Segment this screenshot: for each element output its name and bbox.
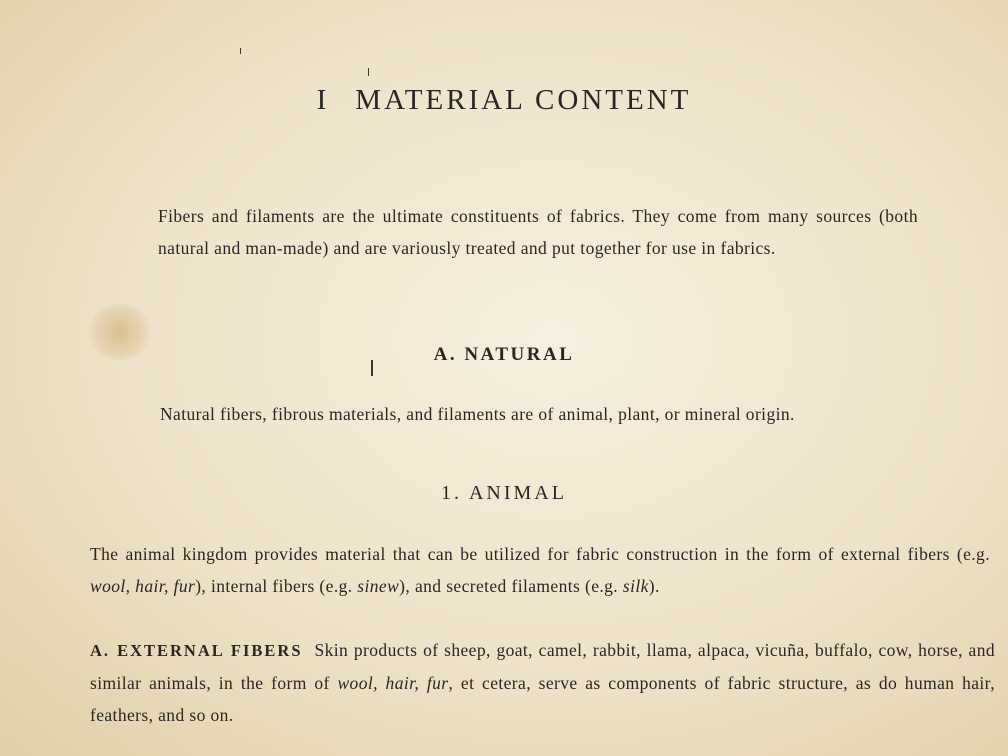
animal-text-part: ), and secreted filaments (e.g. (399, 576, 623, 596)
internal-fiber-example: sinew (357, 576, 400, 596)
external-fibers-heading: A. EXTERNAL FIBERS (90, 641, 303, 660)
natural-heading: A. NATURAL (433, 344, 575, 365)
external-fibers-text-part: Skin products of sheep, goat, camel, rabbit, llama, alpaca, vicuña, buffalo, cow, horse, and similar animals, in the form of (90, 640, 996, 693)
external-fibers-paragraph (90, 634, 995, 731)
animal-paragraph (90, 538, 990, 602)
ink-speck (368, 68, 369, 76)
chapter-number: I (316, 84, 330, 116)
ink-speck (240, 48, 241, 54)
animal-text-part: ). (648, 576, 660, 596)
chapter-title-text: MATERIAL CONTENT (355, 84, 692, 116)
animal-text-part: The animal kingdom provides material that can be utilized for fabric construction in the form of external fibers (e.g. (90, 544, 990, 564)
external-fibers-examples: wool, hair, fur (337, 673, 449, 693)
animal-text-part: ), internal fibers (e.g. (195, 576, 358, 596)
intro-paragraph: Fibers and filaments are the ultimate constituents of fabrics. They come from many sources (both natural and man-made) and are variously treated and put together for use in fabrics. (158, 206, 918, 258)
chapter-title (0, 84, 1008, 117)
natural-paragraph: Natural fibers, fibrous materials, and filaments are of animal, plant, or mineral origin. (160, 404, 795, 424)
secreted-filament-example: silk (622, 576, 649, 596)
external-fiber-examples: wool, hair, fur (90, 576, 196, 596)
external-fibers-text-part: , et cetera, serve as components of fabric structure, as do human hair, feathers, and so on. (90, 673, 995, 725)
animal-heading: 1. ANIMAL (441, 482, 567, 504)
